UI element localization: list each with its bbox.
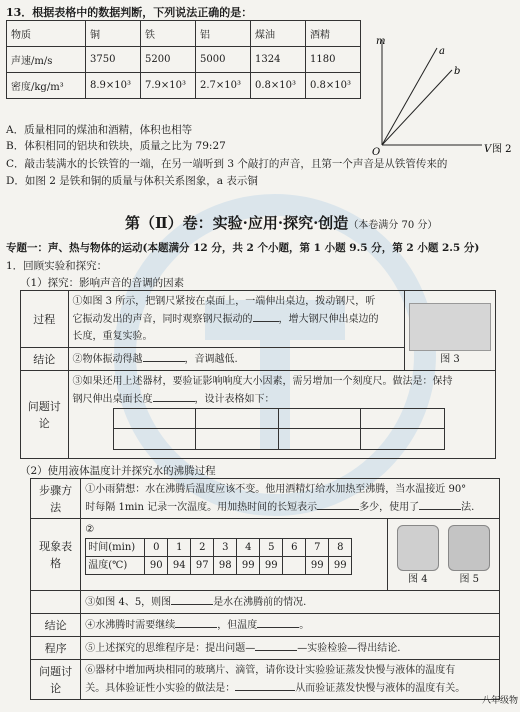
figure-2-graph bbox=[362, 30, 512, 160]
table-cell: 98 bbox=[214, 557, 237, 575]
table-cell: 物质 bbox=[7, 21, 86, 47]
exp2-concl-label: 结论 bbox=[31, 614, 81, 637]
answer-blank[interactable] bbox=[253, 310, 279, 322]
section-title: 第（Ⅱ）卷：实验·应用·探究·创造（本卷满分 70 分） bbox=[125, 214, 438, 232]
table-cell: 90 bbox=[145, 557, 168, 575]
exp1-table bbox=[20, 290, 496, 459]
table-cell: 99 bbox=[260, 557, 283, 575]
exp1-conclusion: ②物体振动得越 ，音调越低. bbox=[68, 348, 404, 371]
graph-origin: O bbox=[372, 147, 381, 158]
table-cell: 铁 bbox=[141, 21, 196, 47]
exp2-prog: ⑤上述探究的思维程序是：提出问题— —实验检验—得出结论. bbox=[81, 637, 500, 660]
exp1-process-line1: ①如图 3 所示，把钢尺紧按在桌面上，一端伸出桌边，拨动钢尺，听 bbox=[72, 296, 376, 307]
q13-title: 13．根据表格中的数据判断，下列说法正确的是： bbox=[6, 6, 253, 19]
exp2-prog-label: 程序 bbox=[31, 637, 81, 660]
answer-blank[interactable] bbox=[153, 390, 195, 402]
table-cell: 酒精 bbox=[306, 21, 361, 47]
table-cell: 温度(℃) bbox=[86, 557, 145, 575]
exp2-phen-line3: ③如图 4、5，则图 是水在沸腾前的情况. bbox=[81, 591, 500, 614]
table-cell: 99 bbox=[306, 557, 329, 575]
topic-heading: 专题一：声、热与物体的运动(本题满分 12 分，共 2 个小题，第 1 小题 9.5 分，第 2 小题 2.5 分) bbox=[6, 242, 480, 254]
exp2-disc-label: 问题讨论 bbox=[31, 660, 81, 700]
table-cell: 4 bbox=[237, 539, 260, 557]
design-table-blank[interactable] bbox=[113, 408, 445, 450]
page-footer: 八年级物 bbox=[481, 696, 518, 706]
table-cell: 声速/m/s bbox=[7, 47, 86, 73]
table-cell: 0.8×10³ bbox=[251, 73, 306, 99]
exp2-steps-line2: 时每隔 1min 记录一次温度。用加热时间的长短表示 多少，使用了 法. bbox=[85, 498, 495, 516]
exp2-disc-line1: ⑥器材中增加两块相同的玻璃片、滴管，请你设计实验验证蒸发快慢与液体的温度有 bbox=[85, 665, 456, 676]
answer-blank[interactable] bbox=[143, 350, 185, 362]
table-cell: 97 bbox=[191, 557, 214, 575]
q13-option-a: A．质量相同的煤油和酒精，体积也相等 bbox=[6, 124, 193, 136]
figure-4-image bbox=[397, 525, 439, 571]
graph-line-a: a bbox=[439, 46, 445, 57]
answer-blank[interactable] bbox=[235, 679, 295, 691]
table-cell: 7 bbox=[306, 539, 329, 557]
answer-blank[interactable] bbox=[255, 639, 297, 651]
graph-line-b: b bbox=[454, 66, 461, 77]
q13-option-b: B．体积相同的铝块和铁块，质量之比为 79:27 bbox=[6, 140, 226, 152]
table-cell: 8.9×10³ bbox=[86, 73, 141, 99]
table-cell: 1 bbox=[168, 539, 191, 557]
graph-y-label: m bbox=[376, 36, 386, 47]
table-cell: 2.7×10³ bbox=[196, 73, 251, 99]
table-cell: 6 bbox=[283, 539, 306, 557]
figure-5-image bbox=[448, 525, 490, 571]
table-cell: 铝 bbox=[196, 21, 251, 47]
figure-5-caption: 图 5 bbox=[459, 574, 480, 585]
table-cell: 0.8×10³ bbox=[306, 73, 361, 99]
table-cell: 94 bbox=[168, 557, 191, 575]
exp1-process-line2: 它振动发出的声音，同时观察钢尺振动的 ，增大钢尺伸出桌边的 bbox=[73, 310, 400, 328]
table-cell: 煤油 bbox=[251, 21, 306, 47]
figure-3-image bbox=[409, 303, 491, 351]
answer-blank[interactable] bbox=[419, 498, 461, 510]
exp1-heading: （1）探究：影响声音的音调的因素 bbox=[20, 277, 185, 289]
answer-blank[interactable] bbox=[175, 616, 217, 628]
figure-4-caption: 图 4 bbox=[408, 574, 428, 585]
table-cell: 8 bbox=[329, 539, 352, 557]
table-cell: 5200 bbox=[141, 47, 196, 73]
table-cell: 99 bbox=[329, 557, 352, 575]
exp2-concl: ④水沸腾时需要继续 ，但温度 。 bbox=[81, 614, 500, 637]
exp1-discuss-line1: ③如果还用上述器材，要验证影响响度大小因素，需另增加一个刻度尺。做法是：保持 bbox=[72, 376, 453, 387]
table-cell: 0 bbox=[145, 539, 168, 557]
table-cell: 时间(min) bbox=[86, 539, 145, 557]
table-cell: 99 bbox=[237, 557, 260, 575]
properties-table bbox=[6, 20, 361, 99]
q1-title: 1．回顾实验和探究： bbox=[6, 260, 108, 272]
temperature-table bbox=[85, 538, 352, 575]
exp2-steps-line1: ①小雨猜想：水在沸腾后温度应该不变。他用酒精灯给水加热至沸腾，当水温接近 90° bbox=[85, 484, 467, 495]
exp1-process-line3: 长度，重复实验。 bbox=[72, 331, 153, 342]
table-cell: 密度/kg/m³ bbox=[7, 73, 86, 99]
table-cell: 7.9×10³ bbox=[141, 73, 196, 99]
table-cell: 3750 bbox=[86, 47, 141, 73]
exp2-phen-num: ② bbox=[85, 524, 95, 535]
table-cell: 铜 bbox=[86, 21, 141, 47]
q13-option-c: C．敲击装满水的长铁管的一端，在另一端听到 3 个敲打的声音，且第一个声音是从铁管传来的 bbox=[6, 158, 448, 170]
figure-3-caption: 图 3 bbox=[440, 354, 460, 365]
exp2-heading: （2）使用液体温度计并探究水的沸腾过程 bbox=[20, 465, 216, 477]
table-cell-blank[interactable] bbox=[283, 557, 306, 575]
exp1-conclusion-label: 结论 bbox=[21, 348, 69, 371]
exp1-discuss-line2: 钢尺伸出桌面长度 ，设计表格如下： bbox=[73, 390, 492, 408]
exp2-steps-label: 步骤方法 bbox=[31, 479, 81, 519]
exp2-phen-label: 现象表格 bbox=[31, 519, 81, 591]
table-cell: 3 bbox=[214, 539, 237, 557]
answer-blank[interactable] bbox=[171, 593, 213, 605]
exp1-discuss-label: 问题讨论 bbox=[21, 371, 69, 459]
table-cell: 5 bbox=[260, 539, 283, 557]
table-cell: 1324 bbox=[251, 47, 306, 73]
exp1-process-label: 过程 bbox=[21, 291, 69, 348]
graph-x-label: V bbox=[484, 144, 492, 155]
table-cell: 2 bbox=[191, 539, 214, 557]
q13-option-d: D．如图 2 是铁和铜的质量与体积关系图象，a 表示铜 bbox=[6, 175, 258, 187]
table-cell: 5000 bbox=[196, 47, 251, 73]
exp2-table bbox=[30, 478, 500, 700]
table-cell: 1180 bbox=[306, 47, 361, 73]
graph-caption: 图 2 bbox=[492, 144, 512, 155]
answer-blank[interactable] bbox=[317, 498, 359, 510]
answer-blank[interactable] bbox=[257, 616, 299, 628]
exp2-disc-line2: 关。具体验证性小实验的做法是： 从而验证蒸发快慢与液体的温度有关。 bbox=[85, 679, 495, 697]
